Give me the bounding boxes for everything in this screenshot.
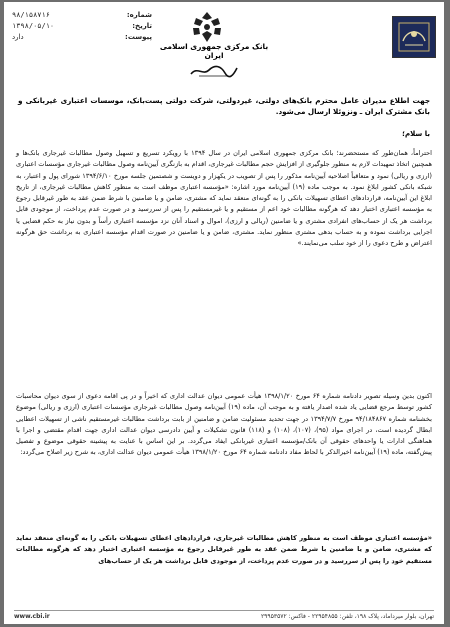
attachment-label: پیوست: bbox=[125, 33, 152, 41]
letter-date-row bbox=[12, 21, 152, 32]
attachment-value: دارد bbox=[12, 33, 24, 41]
footer-address: تهران، بلوار میرداماد، پلاک ۱۹۸، تلفن: ۲۲۹۵۴۸۵۵ - فاکس: ۲۹۹۵۳۵۷۲ bbox=[260, 613, 434, 620]
letter-metadata bbox=[12, 10, 152, 43]
website-link[interactable]: www.cbi.ir bbox=[14, 613, 50, 620]
number-label: شماره: bbox=[126, 11, 152, 19]
bank-name: بانک مرکزی جمهوری اسلامی ایران bbox=[159, 42, 269, 60]
salutation: با سلام؛ bbox=[402, 130, 430, 138]
letter-footer bbox=[14, 610, 434, 620]
date-label: تاریخ: bbox=[132, 22, 152, 30]
document-page bbox=[4, 2, 444, 624]
letter-number-row bbox=[12, 10, 152, 21]
attachment-row bbox=[12, 32, 152, 43]
date-value: ۱۳۹۸/۰۵/۱۰ bbox=[12, 22, 55, 30]
ministry-emblem-icon bbox=[392, 16, 436, 58]
body-paragraph-2: اکنون بدین وسیله تصویر دادنامه شماره ۶۴ مورخ ۱۳۹۸/۱/۲۰ هیأت عمومی دیوان عدالت اداری که اخیراً و در پی اقامه دعوی از سوی دیوان محاسبات کشور توسط مرجع قضایی یاد شده اصدار یافته و به موجب آن، ماده (۱۹) آیین‌نامه وصول مطالبات غیرجاری مؤسسات اعتباری (ارزی و ریالی) موضوع بخشنامه شماره ۹۴/۱۸۴۸۶۷ مورخ ۱۳۹۴/۷/۷ در جهت تحدید مسئولیت ضامن و ضامنین از بابت برداشت مطالبات غیرمستقیم ناشی از تسهیلات اعطایی ابطال گردیده است، در اجرای مواد (۹۵)، (۱۰۷)، (۱۰۸) و (۱۱۸) قانون تشکیلات و آیین دادرسی دیوان عدالت اداری جهت اقدام مقتضی و اجرا با هماهنگی ادارات یا واحدهای حقوقی آن بانک/مؤسسه اعتباری غیربانکی ایفاد می‌گردد. بر این اساس با عنایت به پیشینه حقوقی موضوع و تفصیل پیش‌گفته، ماده (۱۹) آیین‌نامه اخیرالذکر با لحاظ مفاد دادنامه شماره ۶۴ مورخ ۱۳۹۸/۱/۲۰ هیأت عمومی دیوان عدالت اداری، به شرح زیر اصلاح می‌گردد: bbox=[16, 392, 432, 457]
amended-article-quote: «مؤسسه اعتباری موظف است به منظور کاهش مطالبات غیرجاری، قراردادهای اعطای تسهیلات بانکی را به گونه‌ای منعقد نماید که مشتری، ضامن و یا ضامنین با شرط ضمن عقد به طور غیرقابل رجوع به مؤسسه اعتباری اختیار دهد که هرگونه مطالبات مستقیم خود را پس از سررسید و در صورت عدم پرداخت، از موجودی قابل برداشت هر یک از حساب‌های bbox=[16, 534, 432, 565]
calligraphy-signature-icon bbox=[189, 64, 239, 78]
body-paragraph-1: احتراماً، همان‌طور که مستحضرند؛ بانک مرکزی جمهوری اسلامی ایران در سال ۱۳۹۴ با رویکرد تسریع و تسهیل وصول مطالبات غیرجاری بانک‌ها و همچنین اتخاذ تمهیدات لازم به منظور جلوگیری از افزایش حجم مطالبات غیرجاری، اقدام به بازنگری آیین‌نامه وصول مطالبات غیرجاری مؤسسات اعتباری (ارزی و ریالی) نمود و متعاقباً اصلاحیه آیین‌نامه مذکور را پس از تصویب در یکهزار و دویست و شصتمین جلسه مورخ ۱۳۹۴/۶/۱۰ شورای پول و اعتبار، به شبکه بانکی کشور ابلاغ نمود. به موجب ماده (۱۹) آیین‌نامه مورد اشاره: «مؤسسه اعتباری موظف است به منظور کاهش مطالبات غیرجاری، از تاریخ ابلاغ این آیین‌نامه، قراردادهای اعطای تسهیلات بانکی را به گونه‌ای منعقد نماید که مشتری، ضامن و یا ضامنین با شرط ضمن عقد به طور غیرقابل رجوع به مؤسسه اعتباری اختیار دهد که هرگونه مطالبات خود اعم از مستقیم و یا غیرمستقیم را پس از سررسید و در صورت عدم پرداخت، از موجودی قابل برداشت هر یک از حساب‌های انفرادی مشتری و یا ضامنین (ریالی و ارزی)، اموال و اسناد آنان نزد مؤسسه اعتباری رأساً و بدون نیاز به حکم قضایی یا اجرایی برداشت نموده و به حساب بدهی مشتری منظور نماید. مشتری، ضامن و یا ضامنین در صورت اقدام مؤسسه اعتباری به برداشت حق هرگونه اعتراض و طرح دعوی را از خود سلب می‌نمایند.» bbox=[16, 149, 432, 248]
bank-logo-icon bbox=[188, 10, 226, 44]
letter-subject: جهت اطلاع مدیران عامل محترم بانک‌های دولتی، غیردولتی، شرکت دولتی پست‌بانک، موسسات اعتباری غیربانکی و بانک مشترک ایران ـ ونزوئلا ارسال می‌شود. bbox=[18, 96, 430, 116]
number-value: ۹۸/۱۵۸۷۱۶ bbox=[12, 11, 50, 19]
